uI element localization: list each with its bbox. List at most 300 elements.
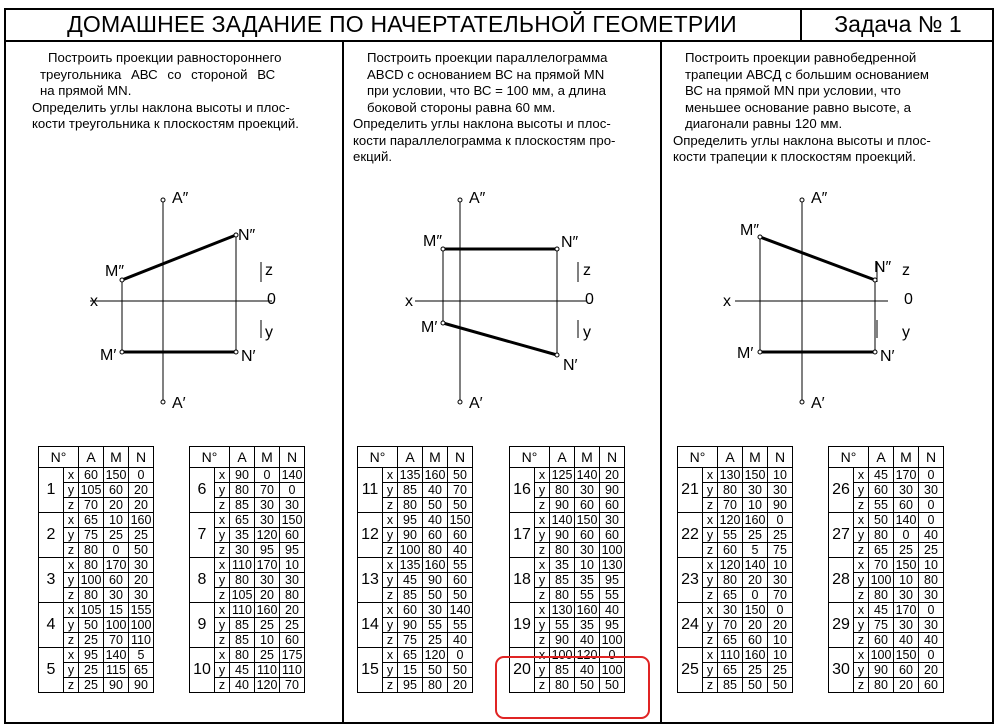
value-cell: 0 xyxy=(919,498,944,513)
value-cell: 120 xyxy=(718,558,743,573)
axis-cell: y xyxy=(854,573,869,588)
value-cell: 80 xyxy=(79,543,104,558)
value-cell: 5 xyxy=(129,648,154,663)
axis-cell: x xyxy=(383,648,398,663)
label-n-bottom: N′ xyxy=(241,348,256,365)
value-cell: 160 xyxy=(423,468,448,483)
value-cell: 60 xyxy=(869,633,894,648)
value-cell: 90 xyxy=(230,468,255,483)
header-n: N xyxy=(919,447,944,468)
axis-cell: x xyxy=(64,558,79,573)
axis-cell: y xyxy=(383,483,398,498)
axis-cell: x xyxy=(215,603,230,618)
value-cell: 20 xyxy=(255,588,280,603)
value-cell: 25 xyxy=(79,663,104,678)
axis-cell: y xyxy=(703,663,718,678)
value-cell: 60 xyxy=(919,678,944,693)
value-cell: 10 xyxy=(255,633,280,648)
value-cell: 45 xyxy=(398,573,423,588)
label-n-bottom: N′ xyxy=(563,357,578,374)
value-cell: 100 xyxy=(869,648,894,663)
table-row xyxy=(829,513,944,528)
value-cell: 95 xyxy=(398,678,423,693)
variant-number: 2 xyxy=(39,513,64,558)
value-cell: 65 xyxy=(129,663,154,678)
axis-cell: x xyxy=(64,648,79,663)
value-cell: 40 xyxy=(423,483,448,498)
value-cell: 110 xyxy=(255,663,280,678)
axis-cell: y xyxy=(854,483,869,498)
axis-x-label: x xyxy=(405,293,413,310)
variant-20-highlight xyxy=(495,656,650,719)
value-cell: 20 xyxy=(743,573,768,588)
table-row xyxy=(358,603,473,618)
axis-cell: x xyxy=(854,513,869,528)
value-cell: 140 xyxy=(448,603,473,618)
value-cell: 60 xyxy=(423,528,448,543)
desc-line: ABCD с основанием ВС на прямой MN xyxy=(367,66,605,82)
task-description-2 xyxy=(353,50,653,166)
label-a-bottom: A′ xyxy=(469,395,483,412)
value-cell: 55 xyxy=(600,588,625,603)
table-row xyxy=(510,603,625,618)
origin-label: 0 xyxy=(904,291,913,308)
variant-number: 1 xyxy=(39,468,64,513)
variants-table-6 xyxy=(828,446,944,693)
desc-line: ВС на прямой MN при условии, что xyxy=(685,83,901,98)
value-cell: 20 xyxy=(129,498,154,513)
axis-cell: z xyxy=(383,543,398,558)
value-cell: 50 xyxy=(448,498,473,513)
value-cell: 35 xyxy=(575,618,600,633)
task-description-3 xyxy=(673,50,973,166)
axis-cell: y xyxy=(854,663,869,678)
axis-cell: x xyxy=(703,468,718,483)
value-cell: 75 xyxy=(79,528,104,543)
variant-number: 6 xyxy=(190,468,215,513)
task-description-1 xyxy=(32,50,340,133)
variant-number: 3 xyxy=(39,558,64,603)
value-cell: 150 xyxy=(280,513,305,528)
axis-cell: x xyxy=(703,558,718,573)
table-row xyxy=(190,648,305,663)
header-no: N° xyxy=(829,447,869,468)
value-cell: 90 xyxy=(550,498,575,513)
variant-number: 26 xyxy=(829,468,854,513)
table-row xyxy=(39,648,154,663)
value-cell: 80 xyxy=(230,483,255,498)
desc-line: кости параллелограмма к плоскостям про- xyxy=(353,132,616,148)
header-m: M xyxy=(423,447,448,468)
value-cell: 60 xyxy=(575,498,600,513)
label-a-top: A″ xyxy=(172,190,189,207)
value-cell: 30 xyxy=(255,573,280,588)
value-cell: 160 xyxy=(575,603,600,618)
header-a: A xyxy=(718,447,743,468)
value-cell: 100 xyxy=(129,618,154,633)
axis-cell: y xyxy=(703,483,718,498)
axis-cell: x xyxy=(64,603,79,618)
table-row xyxy=(678,558,793,573)
value-cell: 30 xyxy=(575,543,600,558)
value-cell: 105 xyxy=(79,483,104,498)
value-cell: 25 xyxy=(423,633,448,648)
axis-cell: x xyxy=(64,513,79,528)
axis-x-label: x xyxy=(723,293,731,310)
header-no: N° xyxy=(39,447,79,468)
value-cell: 85 xyxy=(398,588,423,603)
axis-cell: x xyxy=(535,513,550,528)
desc-line: Определить углы наклона высоты и плос- xyxy=(353,116,611,131)
axis-cell: x xyxy=(854,648,869,663)
value-cell: 120 xyxy=(255,528,280,543)
projection-drawing-1 xyxy=(10,180,330,420)
label-a-bottom: A′ xyxy=(811,395,825,412)
value-cell: 35 xyxy=(550,558,575,573)
value-cell: 45 xyxy=(869,468,894,483)
value-cell: 120 xyxy=(255,678,280,693)
table-row xyxy=(358,468,473,483)
value-cell: 50 xyxy=(575,678,600,693)
desc-line: диагонали равны 120 мм. xyxy=(685,116,843,131)
value-cell: 100 xyxy=(600,633,625,648)
value-cell: 70 xyxy=(79,498,104,513)
axis-cell: z xyxy=(854,543,869,558)
desc-line: Определить углы наклона высоты и плос- xyxy=(32,99,290,115)
value-cell: 105 xyxy=(79,603,104,618)
value-cell: 25 xyxy=(79,678,104,693)
variant-number: 11 xyxy=(358,468,383,513)
value-cell: 160 xyxy=(129,513,154,528)
value-cell: 60 xyxy=(104,573,129,588)
value-cell: 25 xyxy=(255,648,280,663)
value-cell: 80 xyxy=(398,498,423,513)
value-cell: 70 xyxy=(448,483,473,498)
value-cell: 140 xyxy=(104,648,129,663)
value-cell: 50 xyxy=(79,618,104,633)
header-no: N° xyxy=(190,447,230,468)
value-cell: 55 xyxy=(550,618,575,633)
variant-number: 30 xyxy=(829,648,854,693)
value-cell: 75 xyxy=(869,618,894,633)
header-a: A xyxy=(79,447,104,468)
axis-cell: z xyxy=(854,588,869,603)
axis-cell: y xyxy=(64,663,79,678)
axis-cell: y xyxy=(703,528,718,543)
projection-drawing-2 xyxy=(335,180,655,420)
desc-line: треугольника АВС со стороной ВС xyxy=(40,66,276,82)
axis-cell: z xyxy=(703,633,718,648)
header-a: A xyxy=(550,447,575,468)
task-number: Задача № 1 xyxy=(834,11,962,37)
axis-cell: x xyxy=(383,468,398,483)
value-cell: 90 xyxy=(768,498,793,513)
value-cell: 40 xyxy=(230,678,255,693)
table-row xyxy=(190,558,305,573)
value-cell: 10 xyxy=(575,558,600,573)
value-cell: 40 xyxy=(919,633,944,648)
value-cell: 60 xyxy=(718,543,743,558)
variant-number: 13 xyxy=(358,558,383,603)
value-cell: 30 xyxy=(129,558,154,573)
label-n-bottom: N′ xyxy=(880,348,895,365)
value-cell: 55 xyxy=(448,618,473,633)
table-row xyxy=(190,513,305,528)
value-cell: 30 xyxy=(919,618,944,633)
table-row xyxy=(829,648,944,663)
axis-cell: x xyxy=(535,603,550,618)
value-cell: 100 xyxy=(550,648,575,663)
axis-cell: y xyxy=(215,483,230,498)
value-cell: 65 xyxy=(718,588,743,603)
axis-cell: x xyxy=(383,603,398,618)
value-cell: 55 xyxy=(448,558,473,573)
value-cell: 10 xyxy=(743,498,768,513)
origin-label: 0 xyxy=(267,291,276,308)
value-cell: 150 xyxy=(894,558,919,573)
value-cell: 80 xyxy=(550,678,575,693)
axis-z-label: z xyxy=(583,262,591,279)
value-cell: 140 xyxy=(575,468,600,483)
header-m: M xyxy=(104,447,129,468)
axis-cell: y xyxy=(64,483,79,498)
value-cell: 70 xyxy=(255,483,280,498)
table-row xyxy=(678,648,793,663)
value-cell: 110 xyxy=(280,663,305,678)
title-row xyxy=(4,8,994,42)
desc-line: кости треугольника к плоскостям проекций. xyxy=(32,116,299,131)
axis-cell: z xyxy=(64,588,79,603)
value-cell: 80 xyxy=(718,573,743,588)
value-cell: 0 xyxy=(768,603,793,618)
value-cell: 100 xyxy=(600,663,625,678)
value-cell: 90 xyxy=(423,573,448,588)
axis-cell: z xyxy=(703,498,718,513)
value-cell: 110 xyxy=(129,633,154,648)
table-row xyxy=(678,513,793,528)
table-row xyxy=(190,603,305,618)
header-n: N xyxy=(768,447,793,468)
value-cell: 160 xyxy=(743,513,768,528)
value-cell: 15 xyxy=(398,663,423,678)
value-cell: 30 xyxy=(894,588,919,603)
header-m: M xyxy=(743,447,768,468)
value-cell: 30 xyxy=(255,513,280,528)
table-row xyxy=(39,603,154,618)
axis-cell: y xyxy=(215,618,230,633)
axis-cell: x xyxy=(215,468,230,483)
value-cell: 85 xyxy=(550,663,575,678)
variant-number: 20 xyxy=(510,648,535,693)
axis-cell: z xyxy=(215,498,230,513)
label-m-bottom: M′ xyxy=(421,319,438,336)
axis-cell: y xyxy=(703,618,718,633)
value-cell: 25 xyxy=(768,528,793,543)
value-cell: 0 xyxy=(919,648,944,663)
value-cell: 110 xyxy=(230,558,255,573)
value-cell: 30 xyxy=(718,603,743,618)
value-cell: 0 xyxy=(919,468,944,483)
variant-number: 12 xyxy=(358,513,383,558)
value-cell: 20 xyxy=(129,483,154,498)
desc-line: Определить углы наклона высоты и плос- xyxy=(673,132,931,148)
value-cell: 25 xyxy=(743,528,768,543)
axis-cell: z xyxy=(383,633,398,648)
axis-cell: z xyxy=(535,543,550,558)
value-cell: 40 xyxy=(894,633,919,648)
label-a-bottom: A′ xyxy=(172,395,186,412)
label-m-top: M″ xyxy=(105,263,124,280)
value-cell: 135 xyxy=(398,468,423,483)
value-cell: 130 xyxy=(600,558,625,573)
value-cell: 30 xyxy=(894,483,919,498)
value-cell: 120 xyxy=(575,648,600,663)
table-row xyxy=(829,558,944,573)
value-cell: 50 xyxy=(869,513,894,528)
value-cell: 140 xyxy=(280,468,305,483)
value-cell: 0 xyxy=(129,468,154,483)
value-cell: 60 xyxy=(280,528,305,543)
axis-cell: z xyxy=(535,678,550,693)
value-cell: 60 xyxy=(104,483,129,498)
value-cell: 70 xyxy=(104,633,129,648)
header-n: N xyxy=(280,447,305,468)
axis-cell: y xyxy=(854,528,869,543)
variant-number: 25 xyxy=(678,648,703,693)
value-cell: 20 xyxy=(280,603,305,618)
table-row xyxy=(39,558,154,573)
value-cell: 90 xyxy=(104,678,129,693)
value-cell: 90 xyxy=(129,678,154,693)
value-cell: 170 xyxy=(104,558,129,573)
axis-cell: z xyxy=(383,588,398,603)
variant-number: 28 xyxy=(829,558,854,603)
sheet-title: ДОМАШНЕЕ ЗАДАНИЕ ПО НАЧЕРТАТЕЛЬНОЙ ГЕОМЕТРИИ xyxy=(4,8,802,40)
value-cell: 60 xyxy=(894,663,919,678)
axis-cell: z xyxy=(535,588,550,603)
variant-number: 15 xyxy=(358,648,383,693)
axis-cell: z xyxy=(64,498,79,513)
axis-cell: x xyxy=(535,558,550,573)
table-row xyxy=(829,603,944,618)
value-cell: 40 xyxy=(448,633,473,648)
header-n: N xyxy=(600,447,625,468)
value-cell: 90 xyxy=(398,528,423,543)
table-row xyxy=(510,513,625,528)
value-cell: 70 xyxy=(768,588,793,603)
value-cell: 150 xyxy=(104,468,129,483)
axis-cell: x xyxy=(215,648,230,663)
value-cell: 85 xyxy=(230,618,255,633)
value-cell: 0 xyxy=(255,468,280,483)
variant-number: 21 xyxy=(678,468,703,513)
axis-cell: y xyxy=(535,663,550,678)
value-cell: 30 xyxy=(743,483,768,498)
table-row xyxy=(39,513,154,528)
value-cell: 55 xyxy=(423,618,448,633)
value-cell: 50 xyxy=(743,678,768,693)
axis-cell: y xyxy=(383,618,398,633)
value-cell: 25 xyxy=(768,663,793,678)
axis-cell: x xyxy=(64,468,79,483)
value-cell: 90 xyxy=(550,633,575,648)
variants-table-2 xyxy=(189,446,305,693)
label-a-top: A″ xyxy=(469,190,486,207)
value-cell: 50 xyxy=(423,663,448,678)
value-cell: 40 xyxy=(575,663,600,678)
value-cell: 60 xyxy=(79,468,104,483)
axis-cell: z xyxy=(383,498,398,513)
projection-drawing-3 xyxy=(660,180,980,420)
value-cell: 10 xyxy=(894,573,919,588)
desc-line: екций. xyxy=(353,149,393,164)
value-cell: 25 xyxy=(280,618,305,633)
value-cell: 70 xyxy=(718,498,743,513)
value-cell: 125 xyxy=(550,468,575,483)
axis-cell: y xyxy=(215,573,230,588)
value-cell: 30 xyxy=(894,618,919,633)
value-cell: 20 xyxy=(104,498,129,513)
axis-cell: z xyxy=(64,633,79,648)
variant-number: 17 xyxy=(510,513,535,558)
variant-number: 18 xyxy=(510,558,535,603)
label-m-top: M″ xyxy=(423,233,442,250)
variant-number: 23 xyxy=(678,558,703,603)
axis-cell: z xyxy=(854,678,869,693)
axis-cell: x xyxy=(703,648,718,663)
variant-number: 5 xyxy=(39,648,64,693)
value-cell: 15 xyxy=(104,603,129,618)
value-cell: 65 xyxy=(718,663,743,678)
header-m: M xyxy=(575,447,600,468)
variants-table-5 xyxy=(677,446,793,693)
value-cell: 85 xyxy=(398,483,423,498)
value-cell: 35 xyxy=(230,528,255,543)
label-m-top: M″ xyxy=(740,222,759,239)
axis-cell: y xyxy=(854,618,869,633)
axis-cell: y xyxy=(535,573,550,588)
value-cell: 60 xyxy=(743,633,768,648)
value-cell: 60 xyxy=(600,498,625,513)
value-cell: 40 xyxy=(919,528,944,543)
value-cell: 20 xyxy=(894,678,919,693)
value-cell: 0 xyxy=(919,513,944,528)
variant-number: 14 xyxy=(358,603,383,648)
value-cell: 150 xyxy=(894,648,919,663)
axis-cell: y xyxy=(383,528,398,543)
value-cell: 10 xyxy=(768,468,793,483)
axis-cell: x xyxy=(535,468,550,483)
table-row xyxy=(510,468,625,483)
value-cell: 25 xyxy=(894,543,919,558)
value-cell: 80 xyxy=(230,648,255,663)
axis-y-label: y xyxy=(265,324,273,341)
axis-cell: z xyxy=(215,678,230,693)
value-cell: 75 xyxy=(768,543,793,558)
value-cell: 100 xyxy=(869,573,894,588)
axis-cell: y xyxy=(64,618,79,633)
value-cell: 65 xyxy=(230,513,255,528)
value-cell: 80 xyxy=(280,588,305,603)
desc-line: Построить проекции равнобедренной xyxy=(685,50,917,65)
value-cell: 130 xyxy=(718,468,743,483)
desc-line: боковой стороны равна 60 мм. xyxy=(367,99,556,115)
value-cell: 110 xyxy=(718,648,743,663)
value-cell: 140 xyxy=(550,513,575,528)
header-n: N xyxy=(129,447,154,468)
value-cell: 50 xyxy=(423,588,448,603)
value-cell: 25 xyxy=(919,543,944,558)
